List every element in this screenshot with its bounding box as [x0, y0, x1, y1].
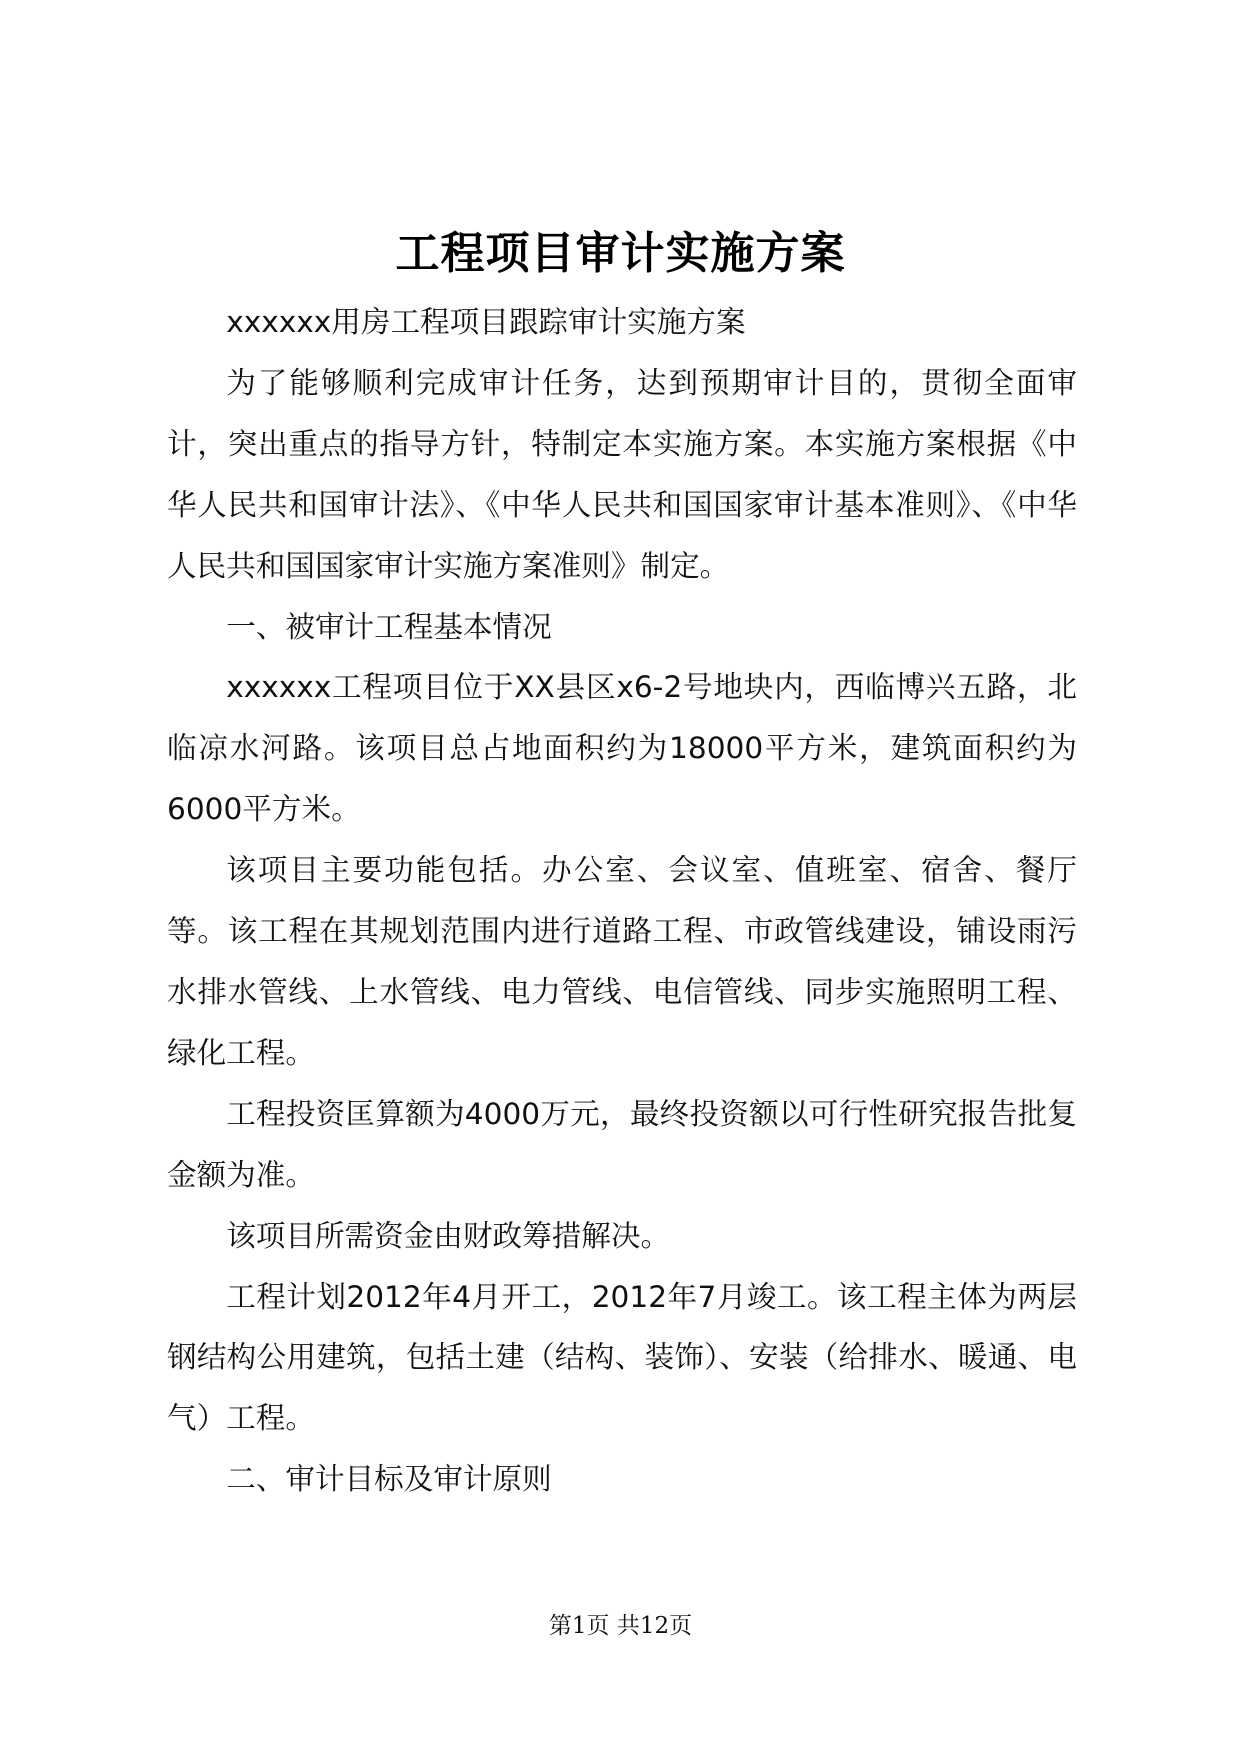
page-number-footer: 第1页 共12页: [548, 1613, 693, 1639]
document-title: 工程项目审计实施方案: [395, 228, 846, 279]
subtitle-paragraph: xxxxxx用房工程项目跟踪审计实施方案: [226, 305, 746, 339]
schedule-paragraph: 工程计划2012年4月开工，2012年7月竣工。该工程主体为两层钢结构公用建筑，包括土建（结构、装饰）、安装（给排水、暖通、电气）工程。: [167, 1279, 1077, 1436]
intro-paragraph: 为了能够顺利完成审计任务，达到预期审计目的，贯彻全面审计，突出重点的指导方针，特制定本实施方案。本实施方案根据《中华人民共和国审计法》、《中华人民共和国国家审计基本准则》、《中华人民共和国国家审计实施方案准则》制定。: [167, 365, 1077, 583]
function-paragraph: 该项目主要功能包括。办公室、会议室、值班室、宿舍、餐厅等。该工程在其规划范围内进行道路工程、市政管线建设，铺设雨污水排水管线、上水管线、电力管线、电信管线、同步实施照明工程、绿化工程。: [167, 853, 1077, 1070]
section-heading-2: 二、审计目标及审计原则: [226, 1462, 552, 1497]
document-body: [167, 292, 1077, 1510]
investment-paragraph: 工程投资匡算额为4000万元，最终投资额以可行性研究报告批复金额为准。: [167, 1096, 1077, 1192]
section-heading-1: 一、被审计工程基本情况: [226, 609, 552, 644]
location-paragraph: xxxxxx工程项目位于XX县区x6-2号地块内，西临博兴五路，北临凉水河路。该项目总占地面积约为18000平方米，建筑面积约为6000平方米。: [167, 670, 1077, 827]
funding-paragraph: 该项目所需资金由财政筹措解决。: [226, 1218, 671, 1253]
